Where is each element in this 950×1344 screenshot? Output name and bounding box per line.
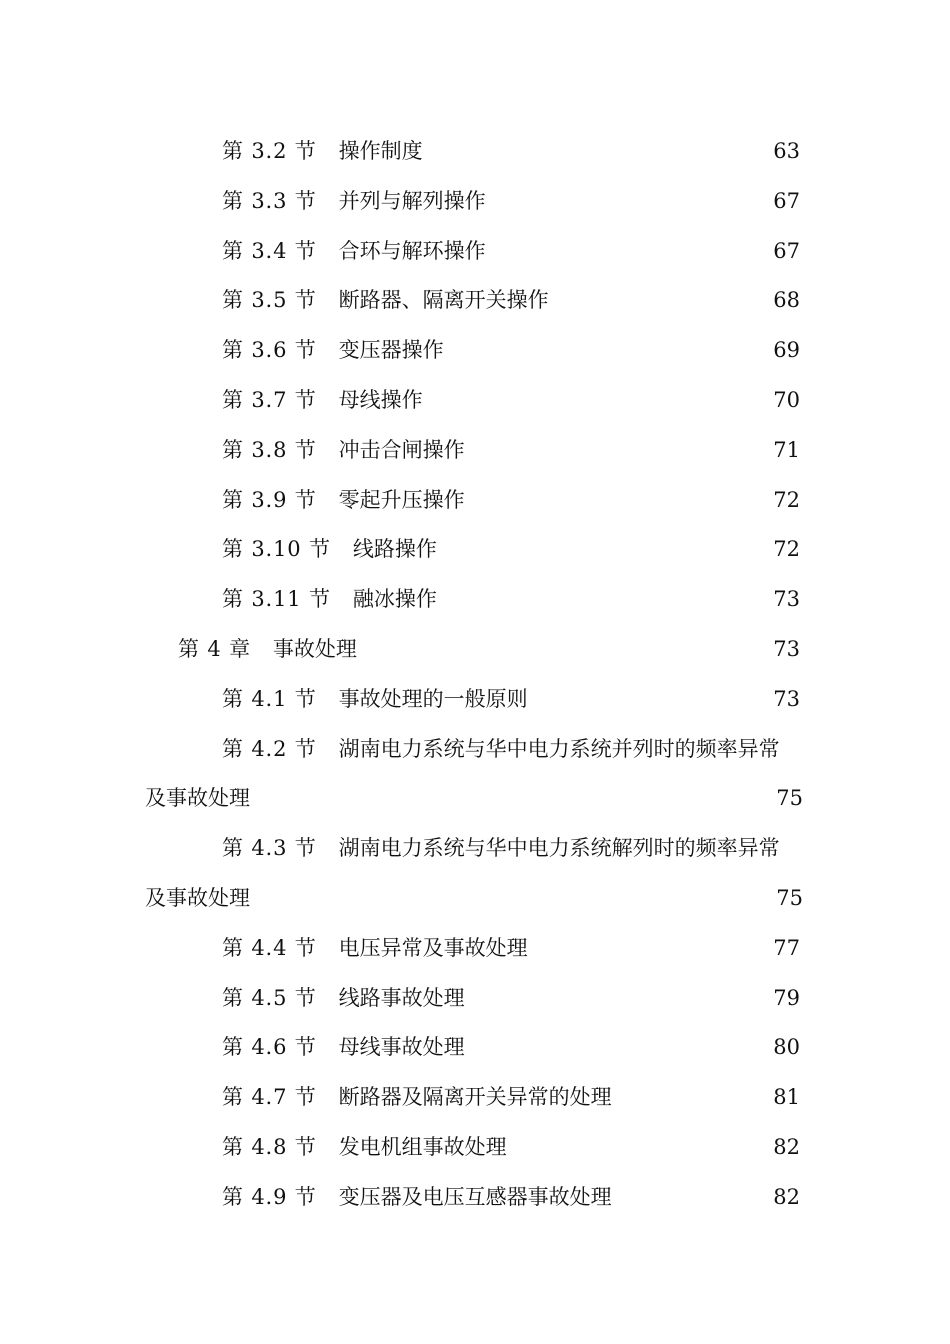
toc-entry-3-2[interactable] bbox=[0, 126, 950, 176]
page-number: 71 bbox=[773, 437, 800, 462]
page-number: 81 bbox=[773, 1085, 800, 1110]
section-title: 母线操作 bbox=[338, 387, 423, 412]
page-number: 75 bbox=[776, 885, 803, 910]
section-number: 第 3.11 节 bbox=[222, 587, 331, 612]
section-title: 湖南电力系统与华中电力系统并列时的频率异常 bbox=[338, 736, 780, 761]
section-title: 断路器及隔离开关异常的处理 bbox=[338, 1085, 612, 1110]
toc-entry-3-4[interactable] bbox=[0, 226, 950, 276]
toc-entry-4-7[interactable] bbox=[0, 1072, 950, 1122]
page-number: 67 bbox=[773, 238, 800, 263]
chapter-number: 第 4 章 bbox=[178, 636, 251, 661]
page-number: 69 bbox=[773, 338, 800, 363]
toc-entry-4-3-continued[interactable] bbox=[0, 873, 950, 923]
section-title: 母线事故处理 bbox=[338, 1035, 465, 1060]
section-title: 融冰操作 bbox=[352, 587, 437, 612]
section-number: 第 4.9 节 bbox=[222, 1184, 317, 1209]
table-of-contents bbox=[0, 126, 950, 1222]
toc-entry-3-6[interactable] bbox=[0, 325, 950, 375]
toc-entry-4-9[interactable] bbox=[0, 1172, 950, 1222]
page-number: 82 bbox=[773, 1134, 800, 1159]
toc-entry-4-1[interactable] bbox=[0, 674, 950, 724]
page-number: 80 bbox=[773, 1035, 800, 1060]
section-title: 并列与解列操作 bbox=[338, 188, 486, 213]
page-number: 75 bbox=[776, 786, 803, 811]
section-number: 第 3.8 节 bbox=[222, 437, 317, 462]
section-title: 冲击合闸操作 bbox=[338, 437, 465, 462]
toc-entry-4-2-continued[interactable] bbox=[0, 773, 950, 823]
page-number: 82 bbox=[773, 1184, 800, 1209]
section-title: 事故处理的一般原则 bbox=[338, 686, 528, 711]
section-title: 变压器及电压互感器事故处理 bbox=[338, 1184, 612, 1209]
chapter-title: 事故处理 bbox=[272, 636, 357, 661]
page-number: 73 bbox=[773, 636, 800, 661]
section-title: 电压异常及事故处理 bbox=[338, 935, 528, 960]
section-number: 第 3.2 节 bbox=[222, 139, 317, 163]
section-number: 第 4.6 节 bbox=[222, 1035, 317, 1060]
section-title-continued: 及事故处理 bbox=[145, 786, 250, 811]
page-number: 77 bbox=[773, 935, 800, 960]
toc-entry-3-7[interactable] bbox=[0, 375, 950, 425]
toc-entry-4-8[interactable] bbox=[0, 1122, 950, 1172]
section-title: 零起升压操作 bbox=[338, 487, 465, 512]
toc-entry-3-11[interactable] bbox=[0, 574, 950, 624]
toc-entry-3-3[interactable] bbox=[0, 176, 950, 226]
section-title: 变压器操作 bbox=[338, 338, 444, 363]
section-number: 第 3.5 节 bbox=[222, 288, 317, 313]
section-number: 第 4.5 节 bbox=[222, 985, 317, 1010]
section-number: 第 3.10 节 bbox=[222, 537, 331, 562]
toc-entry-4-2[interactable] bbox=[0, 724, 950, 774]
section-number: 第 4.4 节 bbox=[222, 935, 317, 960]
page-number: 73 bbox=[773, 686, 800, 711]
toc-entry-4-5[interactable] bbox=[0, 973, 950, 1023]
section-number: 第 4.2 节 bbox=[222, 736, 317, 761]
page-number: 73 bbox=[773, 587, 800, 612]
page-number: 67 bbox=[773, 188, 800, 213]
section-number: 第 3.9 节 bbox=[222, 487, 317, 512]
page-number: 63 bbox=[773, 139, 800, 163]
toc-entry-3-5[interactable] bbox=[0, 275, 950, 325]
section-number: 第 4.3 节 bbox=[222, 836, 317, 861]
page-number: 70 bbox=[773, 387, 800, 412]
section-number: 第 3.6 节 bbox=[222, 338, 317, 363]
toc-entry-4-3[interactable] bbox=[0, 823, 950, 873]
toc-entry-3-8[interactable] bbox=[0, 425, 950, 475]
toc-entry-4-4[interactable] bbox=[0, 923, 950, 973]
section-number: 第 3.3 节 bbox=[222, 188, 317, 213]
section-title-continued: 及事故处理 bbox=[145, 885, 250, 910]
section-title: 合环与解环操作 bbox=[338, 238, 486, 263]
section-title: 操作制度 bbox=[338, 139, 423, 163]
page-number: 68 bbox=[773, 288, 800, 313]
section-title: 发电机组事故处理 bbox=[338, 1134, 507, 1159]
section-title: 线路事故处理 bbox=[338, 985, 465, 1010]
section-title: 线路操作 bbox=[352, 537, 437, 562]
page-number: 79 bbox=[773, 985, 800, 1010]
section-number: 第 4.8 节 bbox=[222, 1134, 317, 1159]
toc-entry-3-9[interactable] bbox=[0, 475, 950, 525]
page-number: 72 bbox=[773, 487, 800, 512]
section-number: 第 3.4 节 bbox=[222, 238, 317, 263]
page-number: 72 bbox=[773, 537, 800, 562]
section-title: 湖南电力系统与华中电力系统解列时的频率异常 bbox=[338, 836, 780, 861]
toc-entry-chapter-4[interactable] bbox=[0, 624, 950, 674]
toc-entry-4-6[interactable] bbox=[0, 1022, 950, 1072]
toc-entry-3-10[interactable] bbox=[0, 524, 950, 574]
section-number: 第 3.7 节 bbox=[222, 387, 317, 412]
section-title: 断路器、隔离开关操作 bbox=[338, 288, 549, 313]
section-number: 第 4.7 节 bbox=[222, 1085, 317, 1110]
section-number: 第 4.1 节 bbox=[222, 686, 317, 711]
